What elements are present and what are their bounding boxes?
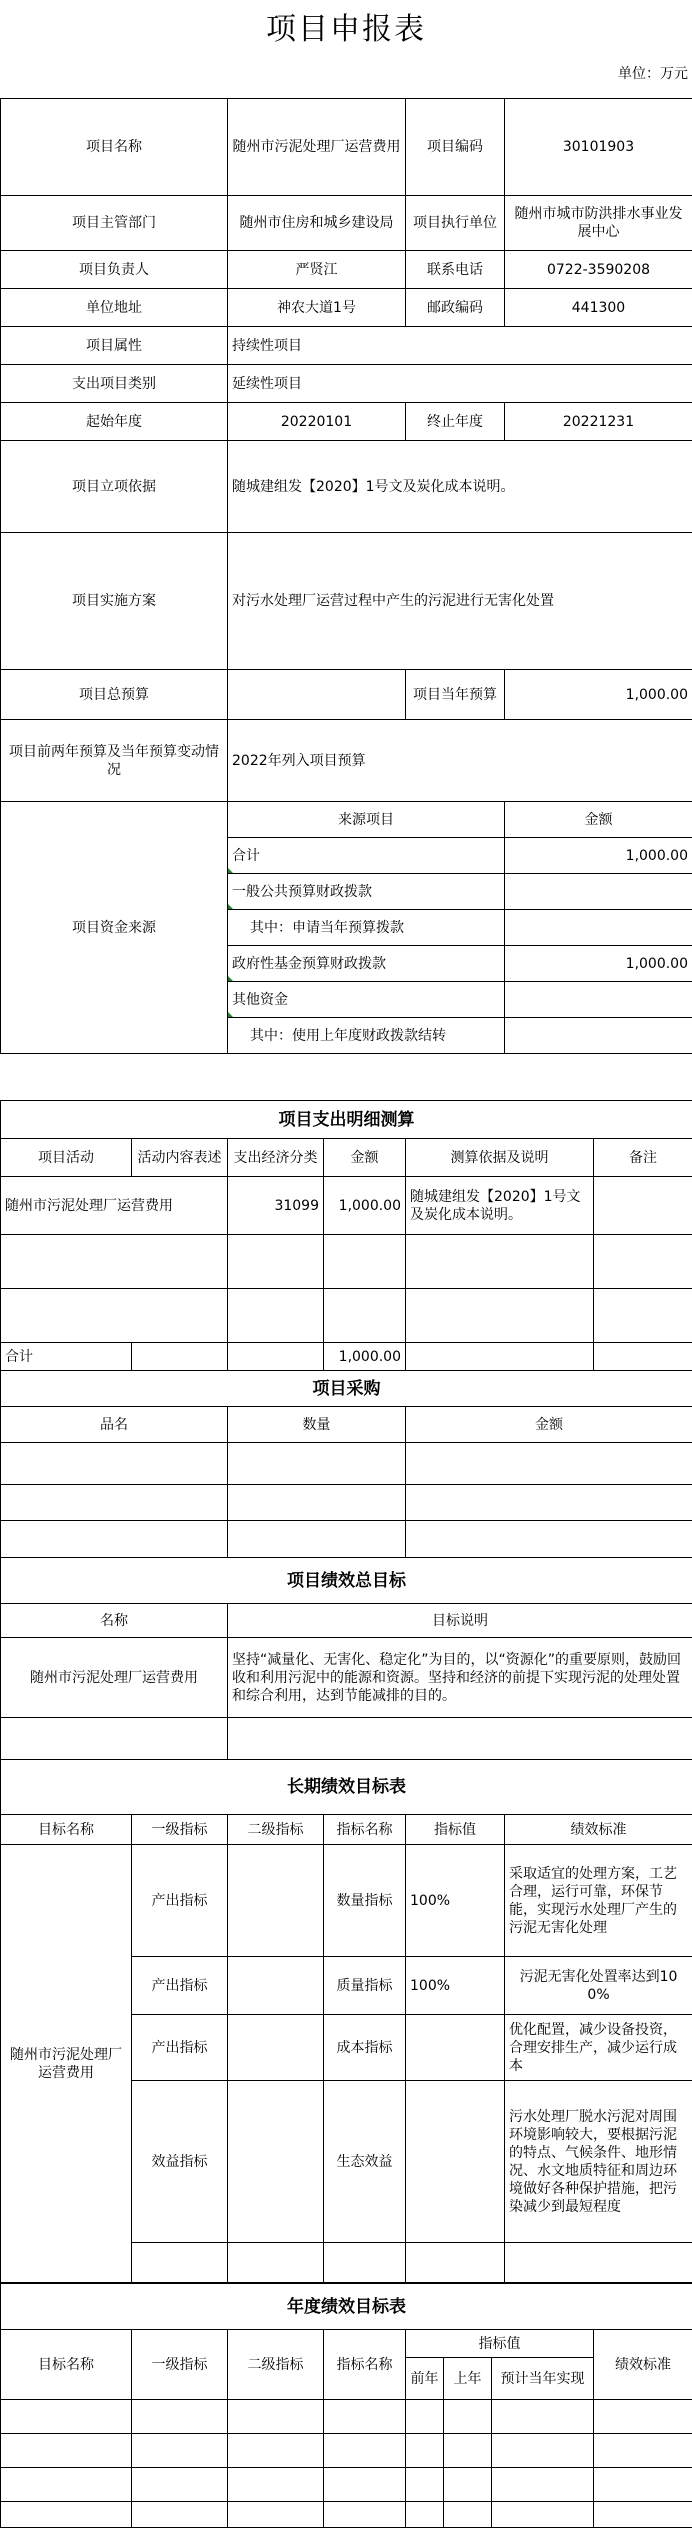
expense-detail-table [0, 1100, 692, 1371]
phone-value: 0722-3590208 [505, 251, 692, 289]
long-term-header: 指标名称 [324, 1815, 406, 1845]
expense-note [594, 1177, 692, 1235]
long-term-standard: 污水处理厂脱水污泥对周围环境影响较大，要根据污泥的特点、气候条件、地形情况、水文地质特征和周边环境做好各种保护措施，把污染减少到最短程度 [505, 2081, 692, 2243]
end-year-value: 20221231 [505, 403, 692, 441]
long-term-indicator: 成本指标 [324, 2015, 406, 2081]
long-term-level2 [228, 2081, 324, 2243]
address-label: 单位地址 [1, 289, 228, 327]
annual-subheader: 预计当年实现 [492, 2358, 594, 2400]
long-term-standard: 优化配置，减少设备投资，合理安排生产，减少运行成本 [505, 2015, 692, 2081]
overall-goal-table [0, 1557, 692, 1760]
long-term-value: 100% [406, 1957, 505, 2015]
funding-row-name: 其中：使用上年度财政拨款结转 [228, 1018, 505, 1054]
funding-row-amount [505, 1018, 692, 1054]
long-term-indicator: 生态效益 [324, 2081, 406, 2243]
project-name-value: 随州市污泥处理厂运营费用 [228, 99, 406, 196]
basic-info-table [0, 98, 692, 1054]
funding-row-name: 一般公共预算财政拨款 [228, 874, 505, 910]
table-row [1, 1443, 692, 1485]
annual-subheader: 前年 [406, 2358, 444, 2400]
annual-header: 二级指标 [228, 2330, 324, 2400]
long-term-header: 目标名称 [1, 1815, 132, 1845]
expense-total-amount: 1,000.00 [324, 1343, 406, 1371]
long-term-level1: 效益指标 [132, 2081, 228, 2243]
annual-header: 绩效标准 [594, 2330, 692, 2400]
procurement-header: 数量 [228, 1407, 406, 1443]
long-term-level1: 产出指标 [132, 1845, 228, 1957]
long-term-value: 100% [406, 1845, 505, 1957]
overall-goal-col-name: 名称 [1, 1604, 228, 1638]
document-title: 项目申报表 [266, 12, 426, 47]
table-row [1, 2502, 692, 2528]
basis-label: 项目立项依据 [1, 441, 228, 533]
exec-unit-value: 随州市城市防洪排水事业发展中心 [505, 196, 692, 251]
manager-label: 项目负责人 [1, 251, 228, 289]
table-row [1, 2468, 692, 2502]
overall-goal-name: 随州市污泥处理厂运营费用 [1, 1638, 228, 1718]
table-row [1, 1521, 692, 1558]
expense-header: 项目活动 [1, 1139, 132, 1177]
postcode-value: 441300 [505, 289, 692, 327]
funding-row-amount: 1,000.00 [505, 838, 692, 874]
annual-header: 指标名称 [324, 2330, 406, 2400]
annual-header: 目标名称 [1, 2330, 132, 2400]
expense-econ-class: 31099 [228, 1177, 324, 1235]
attribute-label: 项目属性 [1, 327, 228, 365]
budget-change-label: 项目前两年预算及当年预算变动情况 [1, 720, 228, 802]
funding-row-name: 其中：申请当年预算拨款 [228, 910, 505, 946]
table-row [1, 1177, 692, 1235]
annual-goal-table [0, 2283, 692, 2528]
long-term-value [406, 2081, 505, 2243]
table-row [1, 1235, 692, 1289]
table-row [1, 1289, 692, 1343]
long-term-header: 一级指标 [132, 1815, 228, 1845]
procurement-table [0, 1370, 692, 1558]
funding-col-amount: 金额 [505, 802, 692, 838]
table-row [1, 1845, 692, 1957]
start-year-value: 20220101 [228, 403, 406, 441]
long-term-target-name: 随州市污泥处理厂运营费用 [1, 1845, 132, 2283]
total-budget-label: 项目总预算 [1, 670, 228, 720]
procurement-header: 金额 [406, 1407, 692, 1443]
overall-goal-desc: 坚持“减量化、无害化、稳定化”为目的，以“资源化”的重要原则，鼓励回收和利用污泥中的能源和资源。坚持和经济的前提下实现污泥的处理处置和综合利用，达到节能减排的目的。 [228, 1638, 692, 1718]
procurement-header: 品名 [1, 1407, 228, 1443]
long-term-goal-table [0, 1759, 692, 2283]
department-value: 随州市住房和城乡建设局 [228, 196, 406, 251]
long-term-level1: 产出指标 [132, 2015, 228, 2081]
exec-unit-label: 项目执行单位 [406, 196, 505, 251]
budget-change-value: 2022年列入项目预算 [228, 720, 692, 802]
table-row [1, 1485, 692, 1521]
basis-value: 随城建组发【2020】1号文及炭化成本说明。 [228, 441, 692, 533]
start-year-label: 起始年度 [1, 403, 228, 441]
project-name-label: 项目名称 [1, 99, 228, 196]
manager-value: 严贤江 [228, 251, 406, 289]
project-code-label: 项目编码 [406, 99, 505, 196]
long-term-section-title: 长期绩效目标表 [1, 1760, 692, 1815]
project-code-value: 30101903 [505, 99, 692, 196]
long-term-level2 [228, 2015, 324, 2081]
long-term-level2 [228, 1957, 324, 2015]
annual-section-title: 年度绩效目标表 [1, 2284, 692, 2330]
long-term-indicator: 数量指标 [324, 1845, 406, 1957]
expense-total-label: 合计 [1, 1343, 132, 1371]
long-term-header: 二级指标 [228, 1815, 324, 1845]
plan-label: 项目实施方案 [1, 533, 228, 670]
long-term-level1: 产出指标 [132, 1957, 228, 2015]
expense-activity: 随州市污泥处理厂运营费用 [1, 1177, 228, 1235]
funding-col-source: 来源项目 [228, 802, 505, 838]
funding-row-amount [505, 982, 692, 1018]
postcode-label: 邮政编码 [406, 289, 505, 327]
long-term-header: 指标值 [406, 1815, 505, 1845]
overall-goal-section-title: 项目绩效总目标 [1, 1558, 692, 1604]
funding-row-amount [505, 910, 692, 946]
funding-source-label: 项目资金来源 [1, 802, 228, 1054]
current-budget-value: 1,000.00 [505, 670, 692, 720]
phone-label: 联系电话 [406, 251, 505, 289]
annual-header: 指标值 [406, 2330, 594, 2358]
category-label: 支出项目类别 [1, 365, 228, 403]
funding-row-amount [505, 874, 692, 910]
plan-value: 对污水处理厂运营过程中产生的污泥进行无害化处置 [228, 533, 692, 670]
address-value: 神农大道1号 [228, 289, 406, 327]
unit-label: 单位：万元 [618, 66, 688, 82]
expense-amount: 1,000.00 [324, 1177, 406, 1235]
annual-subheader: 上年 [444, 2358, 492, 2400]
total-budget-value [228, 670, 406, 720]
attribute-value: 持续性项目 [228, 327, 692, 365]
expense-header: 支出经济分类 [228, 1139, 324, 1177]
long-term-standard: 污泥无害化处置率达到100% [505, 1957, 692, 2015]
expense-header: 测算依据及说明 [406, 1139, 594, 1177]
long-term-header: 绩效标准 [505, 1815, 692, 1845]
funding-row-amount: 1,000.00 [505, 946, 692, 982]
expense-header: 金额 [324, 1139, 406, 1177]
department-label: 项目主管部门 [1, 196, 228, 251]
long-term-indicator: 质量指标 [324, 1957, 406, 2015]
expense-basis: 随城建组发【2020】1号文及炭化成本说明。 [406, 1177, 594, 1235]
long-term-level2 [228, 1845, 324, 1957]
funding-row-name: 合计 [228, 838, 505, 874]
overall-goal-col-desc: 目标说明 [228, 1604, 692, 1638]
table-row [1, 2400, 692, 2434]
long-term-value [406, 2015, 505, 2081]
current-budget-label: 项目当年预算 [406, 670, 505, 720]
table-row [1, 2434, 692, 2468]
long-term-standard: 采取适宜的处理方案，工艺合理，运行可靠，环保节能，实现污水处理厂产生的污泥无害化处理 [505, 1845, 692, 1957]
end-year-label: 终止年度 [406, 403, 505, 441]
category-value: 延续性项目 [228, 365, 692, 403]
funding-row-name: 其他资金 [228, 982, 505, 1018]
expense-header: 活动内容表述 [132, 1139, 228, 1177]
expense-section-title: 项目支出明细测算 [1, 1101, 692, 1139]
annual-header: 一级指标 [132, 2330, 228, 2400]
procurement-section-title: 项目采购 [1, 1371, 692, 1407]
expense-header: 备注 [594, 1139, 692, 1177]
funding-row-name: 政府性基金预算财政拨款 [228, 946, 505, 982]
